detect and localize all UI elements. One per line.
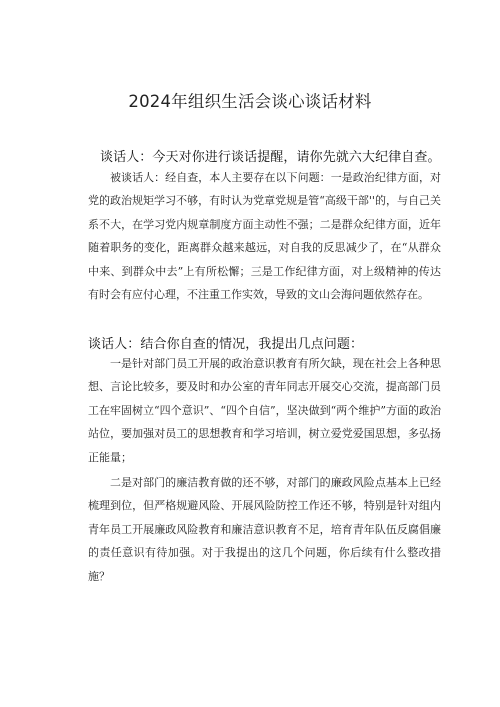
paragraph-issue-2: 二是对部门的廉洁教育做的还不够，对部门的廉政风险点基本上已经梳理到位，但严格规避风险、开展风险防控工作还不够，特别是针对组内青年员工开展廉政风险教育和廉洁意识教育不足，培育青年队伍反腐倡廉的责任意识有待加强。对于我提出的这几个问题，你后续有什么整改措施？ [88, 476, 441, 583]
section-heading-1: 谈话人：今天对你进行谈话提醒，请你先就六大纪律自查。 [100, 150, 441, 165]
document-title: 2024年组织生活会谈心谈话材料 [128, 92, 372, 111]
paragraph-self-check: 被谈话人：经自查，本人主要存在以下问题：一是政治纪律方面，对党的政治规矩学习不够，有时认为党章党规是管“高级干部''的，与自己关系不大，在学习党内规章制度方面主动性不强；二是群众纪律方面，近年随着职务的变化，距离群众越来越远，对自我的反思减少了，在“从群众中来、到群众中去”上有所松懈；三是工作纪律方面，对上级精神的传达有时会有应付心理，不注重工作实效，导致的文山会海问题依然存在。 [88, 171, 441, 302]
paragraph-issue-1: 一是针对部门员工开展的政治意识教育有所欠缺，现在社会上各种思想、言论比较多，要及时和办公室的青年同志开展交心交流，提高部门员工在牢固树立“四个意识”、“四个自信”，坚决做到“两个维护”方面的政治站位，要加强对员工的思想教育和学习培训，树立爱党爱国思想，多弘扬正能量； [88, 357, 441, 464]
section-heading-2: 谈话人：结合你自查的情况，我提出几点问题： [88, 337, 364, 352]
